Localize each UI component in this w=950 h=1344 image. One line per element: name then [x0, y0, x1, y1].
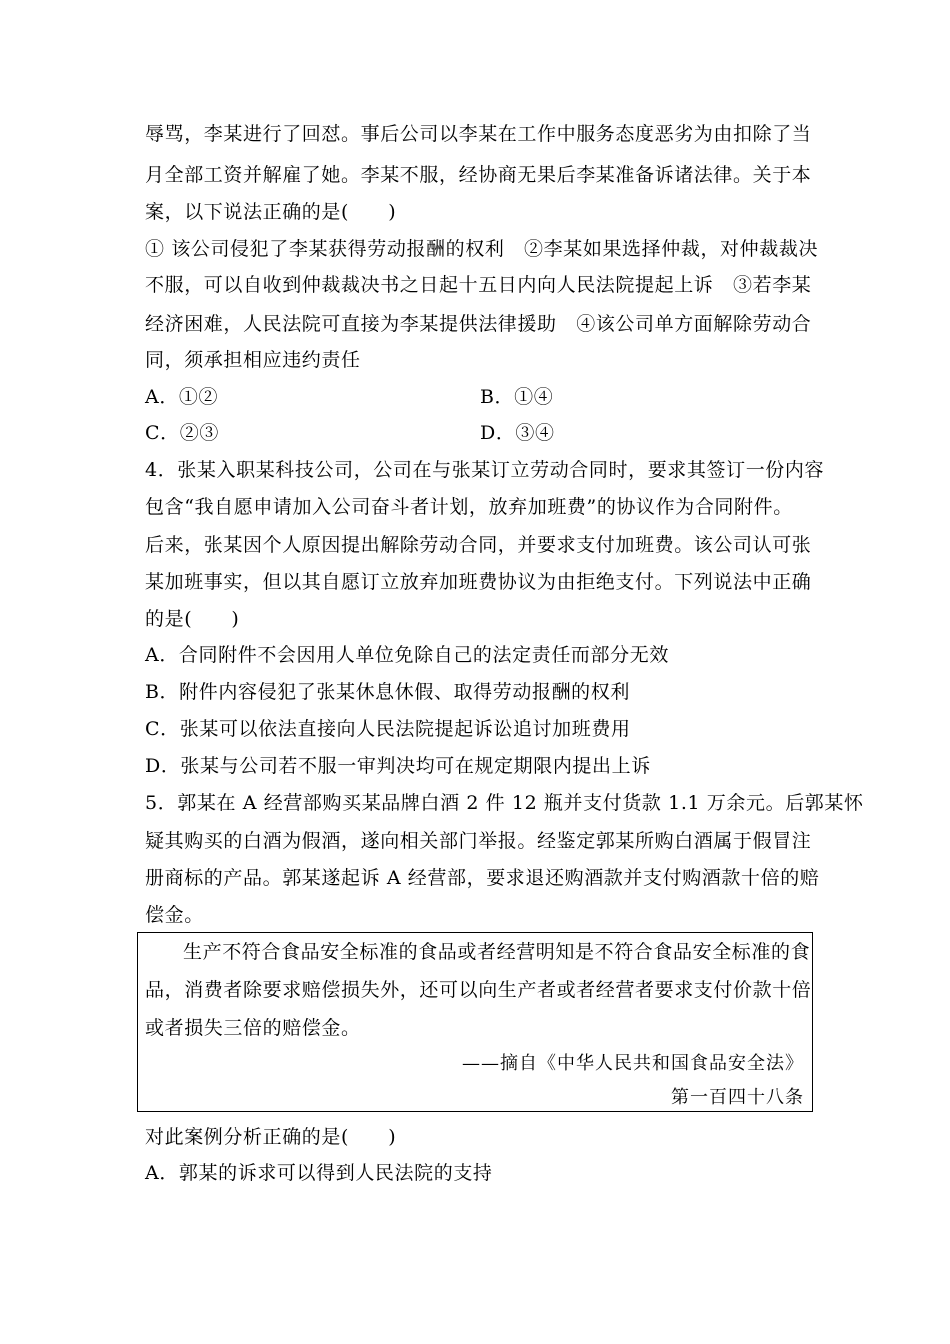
q4-text-line: 4．张某入职某科技公司，公司在与张某订立劳动合同时，要求其签订一份内容: [145, 459, 825, 481]
q3-option-d: D．③④: [480, 422, 555, 444]
q3-text-line: 案，以下说法正确的是( ): [145, 201, 397, 223]
q4-option-a: A．合同附件不会因用人单位免除自己的法定责任而部分无效: [145, 644, 669, 666]
q3-option-c: C．②③: [145, 422, 219, 444]
q3-statement-line: 同，须承担相应违约责任: [145, 349, 361, 371]
q5-text-line: 疑其购买的白酒为假酒，遂向相关部门举报。经鉴定郭某所购白酒属于假冒注: [145, 830, 812, 852]
q4-option-b: B．附件内容侵犯了张某休息休假、取得劳动报酬的权利: [145, 681, 630, 703]
q3-option-b: B．①④: [480, 386, 554, 408]
q3-statement-line: 经济困难，人民法院可直接为李某提供法律援助 ④该公司单方面解除劳动合: [145, 313, 812, 335]
q3-statement-line: ① 该公司侵犯了李某获得劳动报酬的权利 ②李某如果选择仲裁，对仲裁裁决: [145, 238, 819, 260]
q5-option-a: A．郭某的诉求可以得到人民法院的支持: [145, 1162, 493, 1184]
q4-text-line: 某加班事实，但以其自愿订立放弃加班费协议为由拒绝支付。下列说法中正确: [145, 571, 812, 593]
quote-source: ——摘自《中华人民共和国食品安全法》: [462, 1053, 804, 1074]
q4-text-line: 包含“我自愿申请加入公司奋斗者计划，放弃加班费”的协议作为合同附件。: [145, 496, 793, 518]
q3-text-line: 辱骂，李某进行了回怼。事后公司以李某在工作中服务态度恶劣为由扣除了当: [145, 123, 812, 145]
q5-text-line: 5．郭某在 A 经营部购买某品牌白酒 2 件 12 瓶并支付货款 1.1 万余元。后郭某怀: [145, 792, 864, 814]
q4-text-line: 后来，张某因个人原因提出解除劳动合同，并要求支付加班费。该公司认可张: [145, 534, 812, 556]
q4-option-d: D．张某与公司若不服一审判决均可在规定期限内提出上诉: [145, 755, 651, 777]
q5-stem: 对此案例分析正确的是( ): [145, 1126, 397, 1148]
q4-text-line: 的是( ): [145, 608, 240, 630]
quote-article: 第一百四十八条: [671, 1087, 804, 1108]
q5-text-line: 偿金。: [145, 904, 204, 926]
law-quote-box: [137, 932, 813, 1112]
q4-option-c: C．张某可以依法直接向人民法院提起诉讼追讨加班费用: [145, 718, 631, 740]
q3-option-a: A．①②: [145, 386, 219, 408]
q3-statement-line: 不服，可以自收到仲裁裁决书之日起十五日内向人民法院提起上诉 ③若李某: [145, 274, 812, 296]
q3-text-line: 月全部工资并解雇了她。李某不服，经协商无果后李某准备诉诸法律。关于本: [145, 164, 812, 186]
quote-line: 或者损失三倍的赔偿金。: [145, 1017, 361, 1039]
quote-line: 生产不符合食品安全标准的食品或者经营明知是不符合食品安全标准的食: [183, 941, 811, 963]
quote-line: 品，消费者除要求赔偿损失外，还可以向生产者或者经营者要求支付价款十倍: [145, 979, 812, 1001]
q5-text-line: 册商标的产品。郭某遂起诉 A 经营部，要求退还购酒款并支付购酒款十倍的赔: [145, 867, 820, 889]
